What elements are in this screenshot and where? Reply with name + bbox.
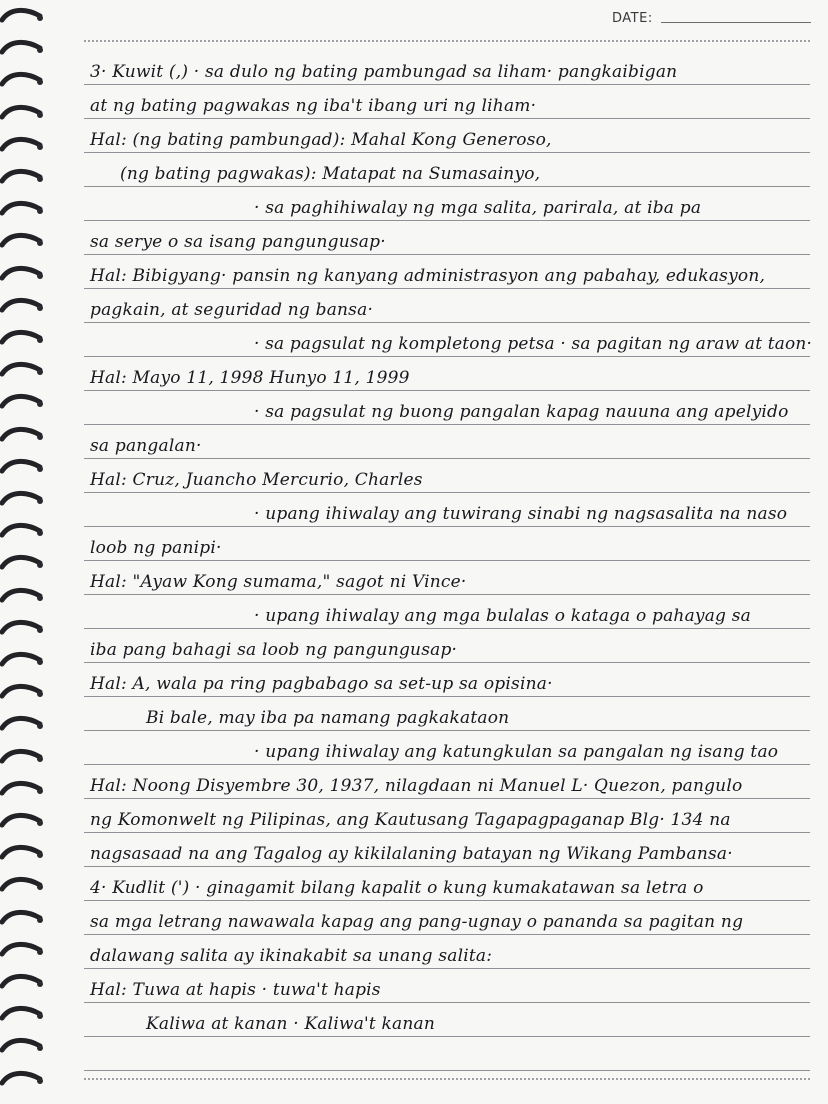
note-line-5: · sa paghihiwalay ng mga salita, parirala, at iba pa bbox=[254, 198, 702, 218]
spiral-coil bbox=[0, 489, 44, 511]
spiral-coil bbox=[0, 360, 44, 382]
spiral-coil bbox=[0, 38, 44, 60]
date-underline bbox=[661, 22, 811, 23]
spiral-coil bbox=[0, 296, 44, 318]
spiral-coil bbox=[0, 553, 44, 575]
note-line-22: Hal: Noong Disyembre 30, 1937, nilagdaan ni Manuel L· Quezon, pangulo bbox=[90, 776, 743, 796]
date-field bbox=[612, 4, 811, 26]
note-line-14: · upang ihiwalay ang tuwirang sinabi ng nagsasalita na naso bbox=[254, 504, 788, 524]
note-line-27: dalawang salita ay ikinakabit sa unang salita: bbox=[90, 946, 493, 966]
note-line-19: Hal: A, wala pa ring pagbabago sa set-up sa opisina· bbox=[90, 674, 553, 694]
spiral-coil bbox=[0, 103, 44, 125]
note-line-15: loob ng panipi· bbox=[90, 538, 222, 558]
spiral-coil bbox=[0, 908, 44, 930]
spiral-coil bbox=[0, 811, 44, 833]
note-line-17: · upang ihiwalay ang mga bulalas o kataga o pahayag sa bbox=[254, 606, 752, 626]
note-line-29: Kaliwa at kanan · Kaliwa't kanan bbox=[146, 1014, 436, 1034]
note-line-10: Hal: Mayo 11, 1998 Hunyo 11, 1999 bbox=[90, 368, 410, 388]
note-line-18: iba pang bahagi sa loob ng pangungusap· bbox=[90, 640, 458, 660]
note-line-12: sa pangalan· bbox=[90, 436, 202, 456]
spiral-coil bbox=[0, 264, 44, 286]
spiral-coil bbox=[0, 425, 44, 447]
note-line-7: Hal: Bibigyang· pansin ng kanyang administrasyon ang pabahay, edukasyon, bbox=[90, 266, 766, 286]
note-line-25: 4· Kudlit (') · ginagamit bilang kapalit o kung kumakatawan sa letra o bbox=[90, 878, 704, 898]
spiral-coil bbox=[0, 940, 44, 962]
note-line-26: sa mga letrang nawawala kapag ang pang-ugnay o pananda sa pagitan ng bbox=[90, 912, 744, 932]
note-line-9: · sa pagsulat ng kompletong petsa · sa pagitan ng araw at taon· bbox=[254, 334, 813, 354]
note-line-23: ng Komonwelt ng Pilipinas, ang Kautusang Tagapagpaganap Blg· 134 na bbox=[90, 810, 731, 830]
note-line-24: nagsasaad na ang Tagalog ay kikilalaning batayan ng Wikang Pambansa· bbox=[90, 844, 733, 864]
spiral-coil bbox=[0, 70, 44, 92]
note-line-8: pagkain, at seguridad ng bansa· bbox=[90, 300, 374, 320]
date-label: DATE: bbox=[612, 11, 653, 26]
spiral-coil bbox=[0, 328, 44, 350]
spiral-coil bbox=[0, 618, 44, 640]
note-line-6: sa serye o sa isang pangungusap· bbox=[90, 232, 386, 252]
note-line-11: · sa pagsulat ng buong pangalan kapag nauuna ang apelyido bbox=[254, 402, 789, 422]
spiral-coil bbox=[0, 1069, 44, 1091]
note-line-20: Bi bale, may iba pa namang pagkakataon bbox=[146, 708, 510, 728]
top-dotted-rule bbox=[84, 40, 810, 42]
spiral-coil bbox=[0, 521, 44, 543]
note-line-28: Hal: Tuwa at hapis · tuwa't hapis bbox=[90, 980, 381, 1000]
note-line-3: Hal: (ng bating pambungad): Mahal Kong Generoso, bbox=[90, 130, 552, 150]
bottom-dotted-rule bbox=[84, 1078, 810, 1080]
spiral-coil bbox=[0, 586, 44, 608]
spiral-coil bbox=[0, 6, 44, 28]
spiral-coil bbox=[0, 457, 44, 479]
spiral-coil bbox=[0, 714, 44, 736]
note-line-2: at ng bating pagwakas ng iba't ibang uri ng liham· bbox=[90, 96, 537, 116]
note-line-1: 3· Kuwit (,) · sa dulo ng bating pambungad sa liham· pangkaibigan bbox=[90, 62, 678, 82]
note-line-13: Hal: Cruz, Juancho Mercurio, Charles bbox=[90, 470, 423, 490]
spiral-coil bbox=[0, 650, 44, 672]
spiral-coil bbox=[0, 843, 44, 865]
ruled-line bbox=[84, 1070, 810, 1071]
spiral-coil bbox=[0, 199, 44, 221]
spiral-coil bbox=[0, 779, 44, 801]
spiral-coil bbox=[0, 167, 44, 189]
note-line-21: · upang ihiwalay ang katungkulan sa pangalan ng isang tao bbox=[254, 742, 779, 762]
spiral-coil bbox=[0, 1004, 44, 1026]
spiral-coil bbox=[0, 135, 44, 157]
spiral-binding bbox=[0, 0, 52, 1104]
note-line-16: Hal: "Ayaw Kong sumama," sagot ni Vince· bbox=[90, 572, 467, 592]
spiral-coil bbox=[0, 875, 44, 897]
spiral-coil bbox=[0, 231, 44, 253]
spiral-coil bbox=[0, 1036, 44, 1058]
note-line-4: (ng bating pagwakas): Matapat na Sumasainyo, bbox=[120, 164, 541, 184]
spiral-coil bbox=[0, 972, 44, 994]
spiral-coil bbox=[0, 682, 44, 704]
spiral-coil bbox=[0, 392, 44, 414]
spiral-coil bbox=[0, 747, 44, 769]
